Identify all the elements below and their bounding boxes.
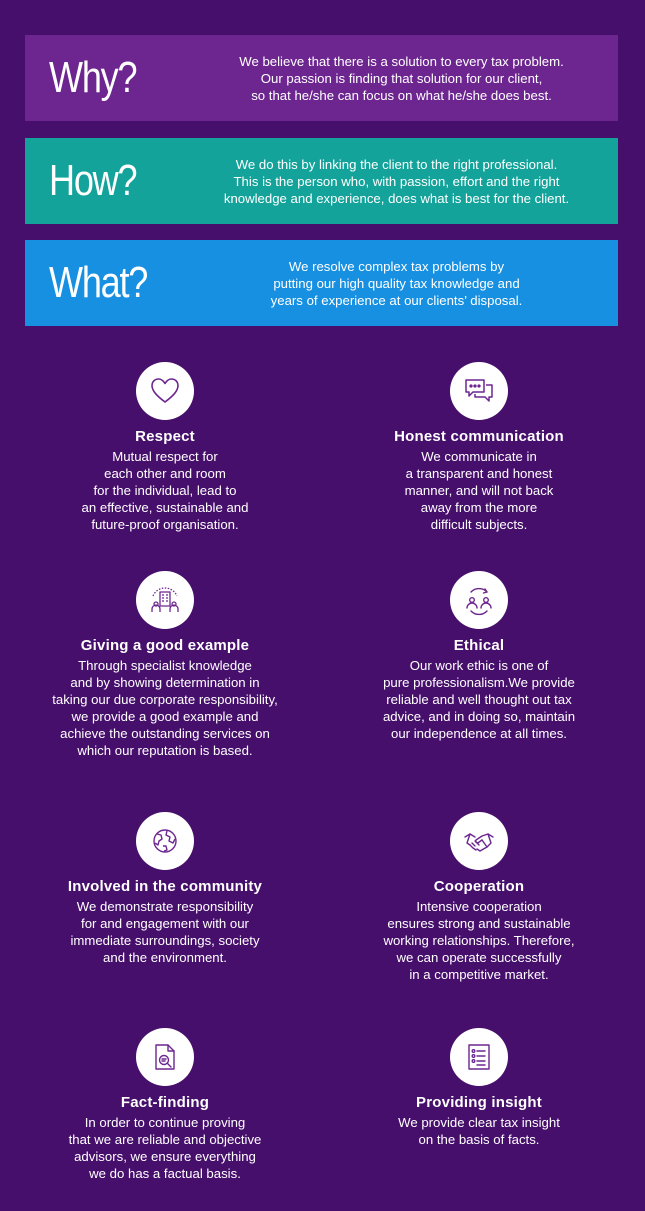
value-fact-finding <box>15 1028 315 1182</box>
how-banner <box>25 138 618 224</box>
value-desc: We communicate in a transparent and honest manner, and will not back away from the more difficult subjects. <box>404 449 554 532</box>
value-title: Giving a good example <box>80 637 250 654</box>
value-involved-in-the-community <box>15 812 315 966</box>
value-title: Fact-finding <box>120 1094 210 1111</box>
value-desc: Through specialist knowledge and by showing determination in taking our due corporate responsibility, we provide a good example and achieve the outstanding services on which our reputation is based. <box>52 658 278 758</box>
how-heading: How? <box>49 156 137 205</box>
why-banner <box>25 35 618 121</box>
what-text: We resolve complex tax problems by putting our high quality tax knowledge and years of experience at our clients’ disposal. <box>270 258 523 308</box>
building-people-icon <box>136 571 194 629</box>
chat-bubbles-icon <box>450 362 508 420</box>
value-cooperation <box>329 812 629 983</box>
value-providing-insight <box>329 1028 629 1148</box>
value-title: Providing insight <box>416 1094 542 1111</box>
document-search-icon <box>136 1028 194 1086</box>
value-desc: Our work ethic is one of pure professionalism.We provide reliable and well thought out tax advice, and in doing so, maintain our independence at all times. <box>382 658 576 741</box>
how-text: We do this by linking the client to the right professional. This is the person who, with passion, effort and the right knowledge and experience, does what is best for the client. <box>223 156 570 206</box>
value-title: Honest communication <box>394 428 564 445</box>
heart-icon <box>136 362 194 420</box>
handshake-icon <box>450 812 508 870</box>
why-heading: Why? <box>49 53 137 102</box>
value-title: Cooperation <box>433 878 525 895</box>
globe-icon <box>136 812 194 870</box>
value-title: Involved in the community <box>67 878 263 895</box>
value-respect <box>15 362 315 533</box>
value-desc: We demonstrate responsibility for and engagement with our immediate surroundings, society and the environment. <box>70 899 260 965</box>
value-title: Respect <box>135 428 195 445</box>
what-banner <box>25 240 618 326</box>
value-giving-a-good-example <box>15 571 315 759</box>
people-cycle-icon <box>450 571 508 629</box>
value-title: Ethical <box>453 637 505 654</box>
value-desc: Intensive cooperation ensures strong and sustainable working relationships. Therefore, we can operate successfully in a competitive market. <box>383 899 575 982</box>
value-desc: We provide clear tax insight on the basis of facts. <box>398 1115 560 1147</box>
checklist-icon <box>450 1028 508 1086</box>
why-text: We believe that there is a solution to every tax problem. Our passion is finding that solution for our client, so that he/she can focus on what he/she does best. <box>239 53 564 103</box>
value-honest-communication <box>329 362 629 533</box>
what-heading: What? <box>49 258 148 307</box>
value-desc: Mutual respect for each other and room for the individual, lead to an effective, sustainable and future-proof organisation. <box>81 449 249 532</box>
value-ethical <box>329 571 629 742</box>
value-desc: In order to continue proving that we are reliable and objective advisors, we ensure everything we do has a factual basis. <box>68 1115 262 1181</box>
